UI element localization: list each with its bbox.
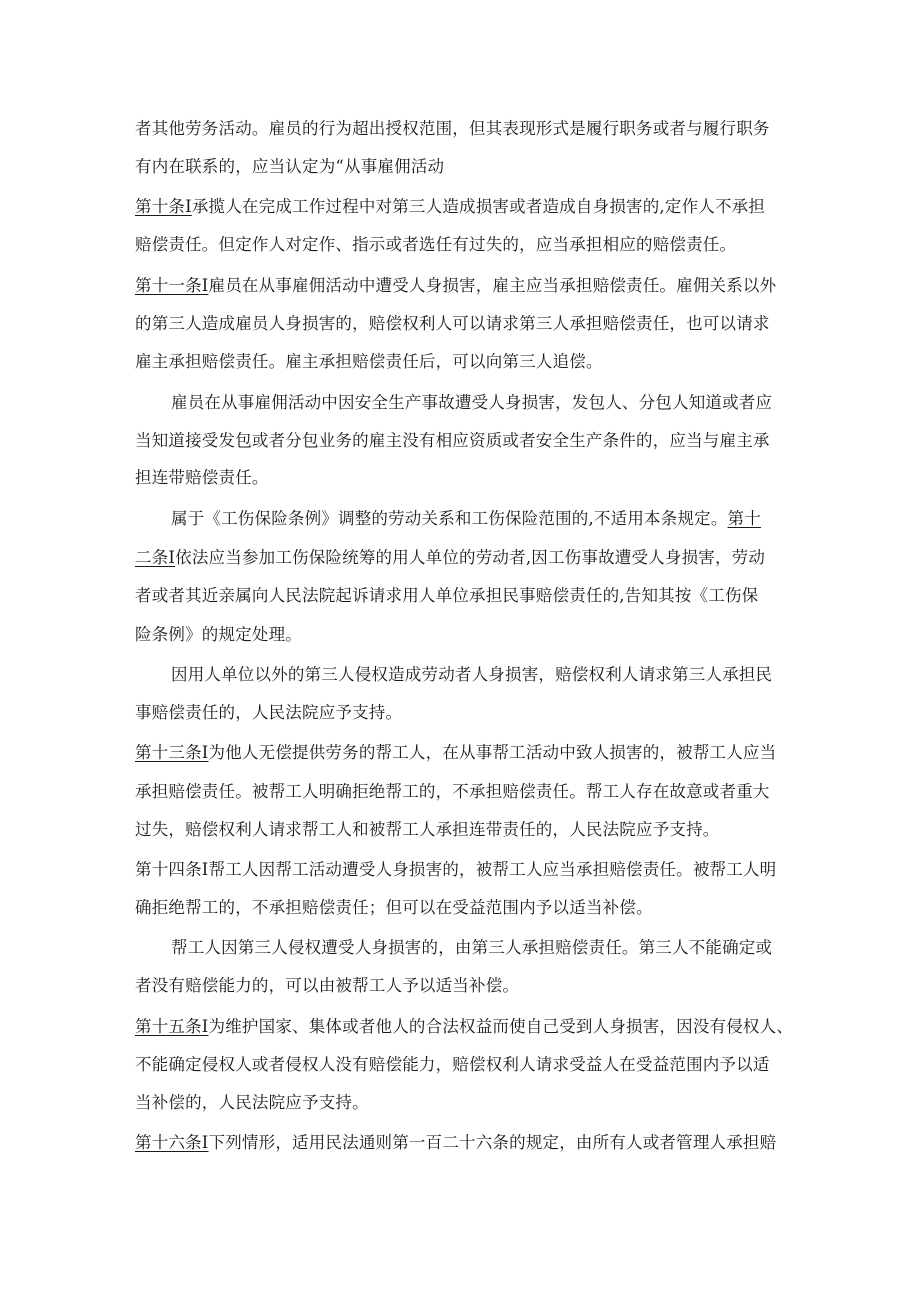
article-15-line: 第十五条I为维护国家、集体或者他人的合法权益而使自己受到人身损害，因没有侵权人、 xyxy=(135,1017,794,1036)
text-line: 赔偿责任。但定作人对定作、指示或者选任有过失的，应当承担相应的赔偿责任。 xyxy=(135,235,737,254)
text-line: 者没有赔偿能力的，可以由被帮工人予以适当补偿。 xyxy=(135,976,520,995)
article-heading: 第十 xyxy=(727,509,761,528)
text-line: 的第三人造成雇员人身损害的，赔偿权利人可以请求第三人承担赔偿责任，也可以请求 xyxy=(135,314,770,333)
article-10-line: 第十条I承揽人在完成工作过程中对第三人造成损害或者造成自身损害的,定作人不承担 xyxy=(135,197,766,216)
article-heading: 第十三条I xyxy=(135,743,209,762)
text-line: 帮工人因第三人侵权遭受人身损害的，由第三人承担赔偿责任。第三人不能确定或 xyxy=(171,938,773,957)
text-line: 者其他劳务活动。雇员的行为超出授权范围，但其表现形式是履行职务或者与履行职务 xyxy=(135,119,770,138)
text-line: 当补偿的，人民法院应予支持。 xyxy=(135,1093,369,1112)
text-line: 雇员在从事雇佣活动中因安全生产事故遭受人身损害，发包人、分包人知道或者应 xyxy=(171,393,773,412)
article-heading: 第十六条I xyxy=(135,1133,209,1152)
article-heading: 第十条I xyxy=(135,197,192,216)
article-14-line: 第十四条I帮工人因帮工活动遭受人身损害的，被帮工人应当承担赔偿责任。被帮工人明 xyxy=(135,860,777,879)
article-13-line: 第十三条I为他人无偿提供劳务的帮工人，在从事帮工活动中致人损害的，被帮工人应当 xyxy=(135,743,777,762)
text-line: 属于《工伤保险条例》调整的劳动关系和工伤保险范围的,不适用本条规定。第十 xyxy=(171,509,761,528)
text-line: 因用人单位以外的第三人侵权造成劳动者人身损害，赔偿权利人请求第三人承担民 xyxy=(171,665,773,684)
text-line: 有内在联系的，应当认定为“从事雇佣活动 xyxy=(135,157,445,176)
article-12-line: 二条I依法应当参加工伤保险统筹的用人单位的劳动者,因工伤事故遭受人身损害，劳动 xyxy=(135,548,766,567)
text-line: 险条例》的规定处理。 xyxy=(135,625,302,644)
article-11-line: 第十一条I雇员在从事雇佣活动中遭受人身损害，雇主应当承担赔偿责任。雇佣关系以外 xyxy=(135,276,777,295)
text-line: 不能确定侵权人或者侵权人没有赔偿能力，赔偿权利人请求受益人在受益范围内予以适 xyxy=(135,1055,770,1074)
text-line: 过失，赔偿权利人请求帮工人和被帮工人承担连带责任的，人民法院应予支持。 xyxy=(135,820,720,839)
text-line: 担连带赔偿责任。 xyxy=(135,468,269,487)
text-line: 者或者其近亲属向人民法院起诉请求用人单位承担民事赔偿责任的,告知其按《工伤保 xyxy=(135,586,759,605)
text-line: 当知道接受发包或者分包业务的雇主没有相应资质或者安全生产条件的，应当与雇主承 xyxy=(135,431,770,450)
text-line: 确拒绝帮工的，不承担赔偿责任；但可以在受益范围内予以适当补偿。 xyxy=(135,898,653,917)
article-16-line: 第十六条I下列情形，适用民法通则第一百二十六条的规定，由所有人或者管理人承担赔 xyxy=(135,1133,777,1152)
text-line: 事赔偿责任的，人民法院应予支持。 xyxy=(135,703,403,722)
article-heading: 第十五条I xyxy=(135,1017,209,1036)
article-heading: 第十一条I xyxy=(135,276,209,295)
article-heading: 二条I xyxy=(135,548,176,567)
text-line: 雇主承担赔偿责任。雇主承担赔偿责任后，可以向第三人追偿。 xyxy=(135,352,603,371)
text-line: 承担赔偿责任。被帮工人明确拒绝帮工的，不承担赔偿责任。帮工人存在故意或者重大 xyxy=(135,782,770,801)
